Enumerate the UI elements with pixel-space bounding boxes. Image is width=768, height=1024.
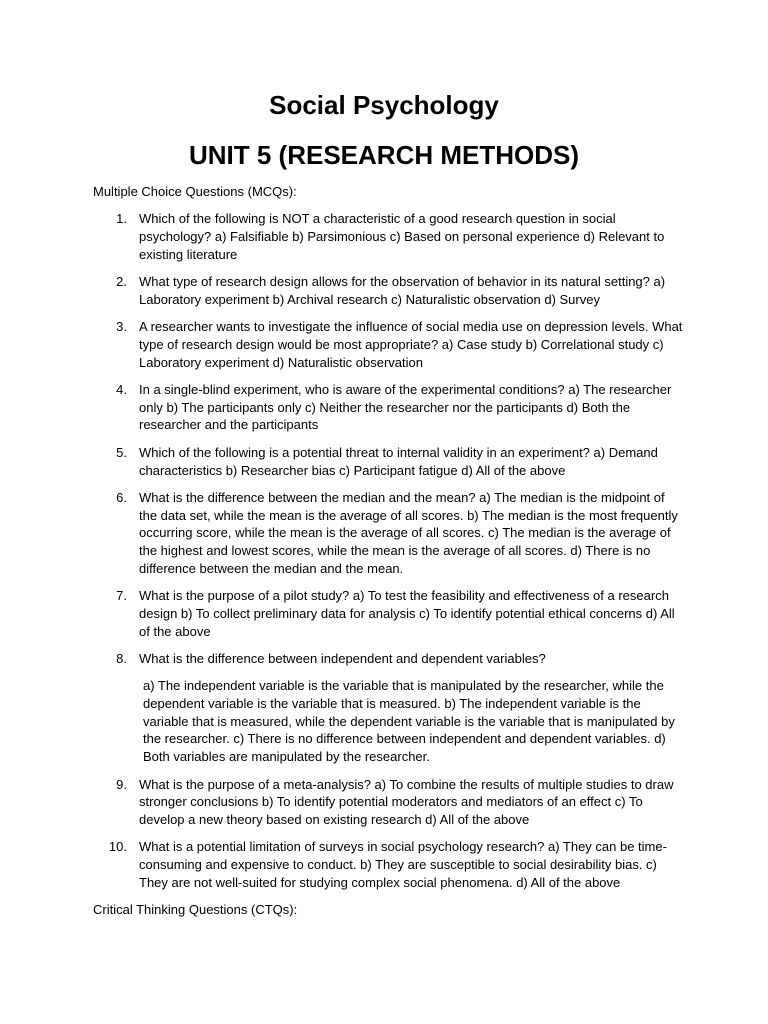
question-text: Which of the following is a potential threat to internal validity in an experiment? a) Demand characteristics b) Researcher bias c) Participant fatigue d) All of the above (139, 444, 658, 478)
question-text: What is the difference between the median and the mean? a) The median is the midpoint of the data set, while the mean is the average of all scores. b) The median is the most frequently occurring score, while the mean is the average of all scores. c) The median is the average of the highest and lowest scores, while the mean is the average of all scores. d) There is no difference between the median and the mean. (139, 489, 678, 577)
question-list (93, 210, 683, 901)
question-item (93, 776, 683, 829)
question-number: 3. (116, 318, 127, 334)
question-number: 10. (108, 839, 127, 855)
question-item (93, 838, 683, 891)
question-number: 5. (116, 444, 127, 460)
question-text: What is a potential limitation of surveys in social psychology research? a) They can be time-consuming and expensive to conduct. b) They are susceptible to social desirability bias. c) They are not well-suited for studying complex social phenomena. d) All of the above (139, 839, 667, 890)
question-answer-options: a) The independent variable is the variable that is manipulated by the researcher, while the dependent variable is the variable that is measured. b) The independent variable is the variable that is measured, while the dependent variable is the variable that is manipulated by the researcher. c) There is no difference between independent and dependent variables. d) Both variables are manipulated by the researcher. (143, 678, 675, 765)
question-item (93, 381, 683, 434)
question-number: 4. (116, 381, 127, 397)
mcq-section-heading: Multiple Choice Questions (MCQs): (93, 184, 297, 199)
question-item (93, 489, 683, 578)
question-text: What is the difference between independent and dependent variables? (139, 651, 546, 667)
question-item (93, 444, 683, 480)
question-item (93, 273, 683, 309)
question-item (93, 318, 683, 371)
document-subtitle: UNIT 5 (RESEARCH METHODS) (188, 140, 579, 170)
question-number: 1. (116, 211, 127, 226)
question-item (93, 650, 683, 766)
question-number: 9. (116, 776, 127, 792)
question-text: In a single-blind experiment, who is aware of the experimental conditions? a) The researcher only b) The participants only c) Neither the researcher nor the participants d) Both the researcher and the participants (139, 381, 672, 433)
ctq-section-heading: Critical Thinking Questions (CTQs): (93, 902, 298, 917)
question-number: 6. (116, 489, 127, 505)
question-text: Which of the following is NOT a characteristic of a good research question in social psychology? a) Falsifiable b) Parsimonious c) Based on personal experience d) Relevant to existing literature (139, 211, 665, 262)
question-text: What is the purpose of a pilot study? a) To test the feasibility and effectiveness of a research design b) To collect preliminary data for analysis c) To identify potential ethical concerns d) All of the above (139, 588, 675, 639)
question-text: A researcher wants to investigate the influence of social media use on depression levels. What type of research design would be most appropriate? a) Case study b) Correlational study c) Laboratory experiment d) Naturalistic observation (139, 318, 683, 370)
question-item (93, 587, 683, 640)
question-number: 7. (116, 588, 127, 604)
question-number: 2. (116, 273, 127, 289)
document-title: Social Psychology (269, 90, 499, 120)
question-text: What type of research design allows for the observation of behavior in its natural setting? a) Laboratory experiment b) Archival research c) Naturalistic observation d) Survey (139, 273, 666, 307)
question-text: What is the purpose of a meta-analysis? a) To combine the results of multiple studies to draw stronger conclusions b) To identify potential moderators and mediators of an effect c) To develop a new theory based on existing research d) All of the above (139, 776, 674, 828)
question-item (93, 210, 683, 263)
question-number: 8. (116, 651, 127, 667)
